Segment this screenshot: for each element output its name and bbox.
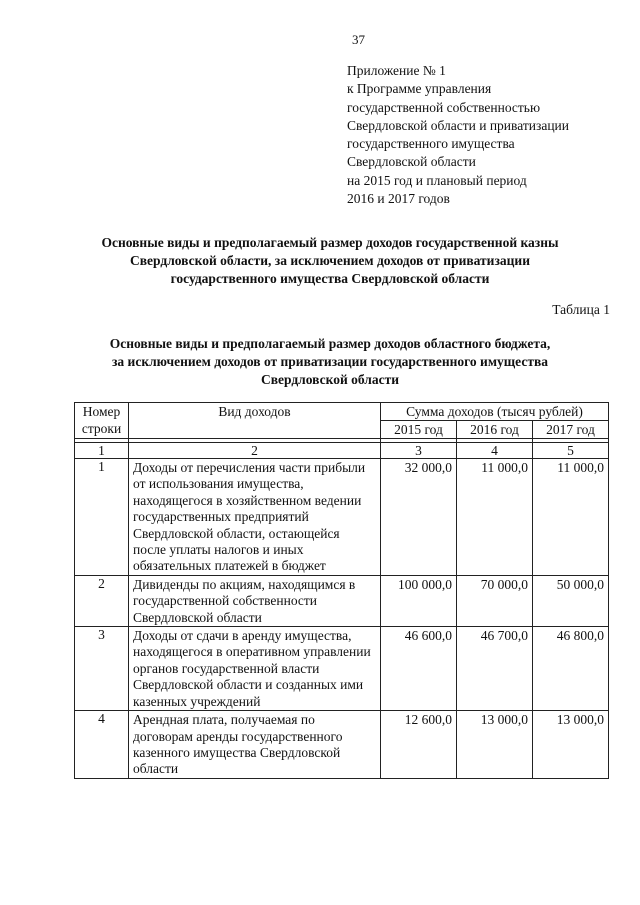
- table-title-line: Свердловской области: [260, 372, 400, 387]
- table-row: [75, 459, 609, 576]
- appendix-line: 2016 и 2017 годов: [347, 191, 450, 207]
- income-table: [74, 402, 609, 779]
- row-number: 1: [75, 459, 129, 576]
- header-income-type: Вид доходов: [129, 403, 381, 439]
- row-number: 4: [75, 711, 129, 779]
- main-title: [60, 234, 600, 288]
- income-type: Доходы от сдачи в аренду имущества, находящегося в оперативном управлении органов государственной власти Свердловской области и созданных ими казенных учреждений: [129, 627, 381, 711]
- appendix-line: Свердловской области: [347, 154, 476, 170]
- main-title-line: Основные виды и предполагаемый размер доходов государственной казны: [101, 235, 559, 250]
- header-row-number-line: строки: [81, 421, 122, 436]
- column-index: 2: [129, 443, 381, 459]
- value-2016: 46 700,0: [457, 627, 533, 711]
- row-number: 3: [75, 627, 129, 711]
- table-title: [60, 335, 600, 389]
- header-row-number: [75, 403, 129, 439]
- column-index: 5: [533, 443, 609, 459]
- column-index-row: [75, 443, 609, 459]
- income-type: Дивиденды по акциям, находящимся в государственной собственности Свердловской области: [129, 575, 381, 626]
- table-row: [75, 575, 609, 626]
- row-number: 2: [75, 575, 129, 626]
- main-title-line: Свердловской области, за исключением доходов от приватизации: [130, 253, 530, 268]
- table-title-line: за исключением доходов от приватизации государственного имущества: [112, 354, 548, 369]
- column-index: 1: [75, 443, 129, 459]
- income-type: Доходы от перечисления части прибыли от использования имущества, находящегося в хозяйственном ведении государственных предприятий Свердловской области, остающейся после уплаты налогов и иных обязательных платежей в бюджет: [129, 459, 381, 576]
- main-title-line: государственного имущества Свердловской области: [170, 271, 490, 286]
- table-row: [75, 627, 609, 711]
- appendix-line: Приложение № 1: [347, 63, 446, 78]
- column-index: 4: [457, 443, 533, 459]
- header-sum-group: Сумма доходов (тысяч рублей): [381, 403, 609, 421]
- appendix-line: к Программе управления: [347, 81, 492, 97]
- header-row-number-line: Номер: [82, 404, 121, 419]
- appendix-note: [347, 62, 617, 208]
- header-year-2017: 2017 год: [533, 421, 609, 439]
- appendix-line: Свердловской области и приватизации: [347, 117, 569, 133]
- value-2016: 11 000,0: [457, 459, 533, 576]
- appendix-line: государственной собственностью: [347, 99, 541, 115]
- table-header-row: [75, 403, 609, 421]
- page-number: 37: [352, 32, 365, 47]
- value-2016: 70 000,0: [457, 575, 533, 626]
- value-2017: 50 000,0: [533, 575, 609, 626]
- appendix-line: государственного имущества: [347, 136, 515, 152]
- column-index: 3: [381, 443, 457, 459]
- table-label: Таблица 1: [552, 302, 610, 317]
- header-year-2015: 2015 год: [381, 421, 457, 439]
- value-2016: 13 000,0: [457, 711, 533, 779]
- value-2017: 46 800,0: [533, 627, 609, 711]
- value-2015: 12 600,0: [381, 711, 457, 779]
- table-title-line: Основные виды и предполагаемый размер доходов областного бюджета,: [109, 336, 551, 351]
- value-2017: 11 000,0: [533, 459, 609, 576]
- header-year-2016: 2016 год: [457, 421, 533, 439]
- value-2015: 32 000,0: [381, 459, 457, 576]
- value-2015: 100 000,0: [381, 575, 457, 626]
- table-row: [75, 711, 609, 779]
- income-type: Арендная плата, получаемая по договорам аренды государственного казенного имущества Свердловской области: [129, 711, 381, 779]
- value-2017: 13 000,0: [533, 711, 609, 779]
- appendix-line: на 2015 год и плановый период: [347, 172, 527, 188]
- value-2015: 46 600,0: [381, 627, 457, 711]
